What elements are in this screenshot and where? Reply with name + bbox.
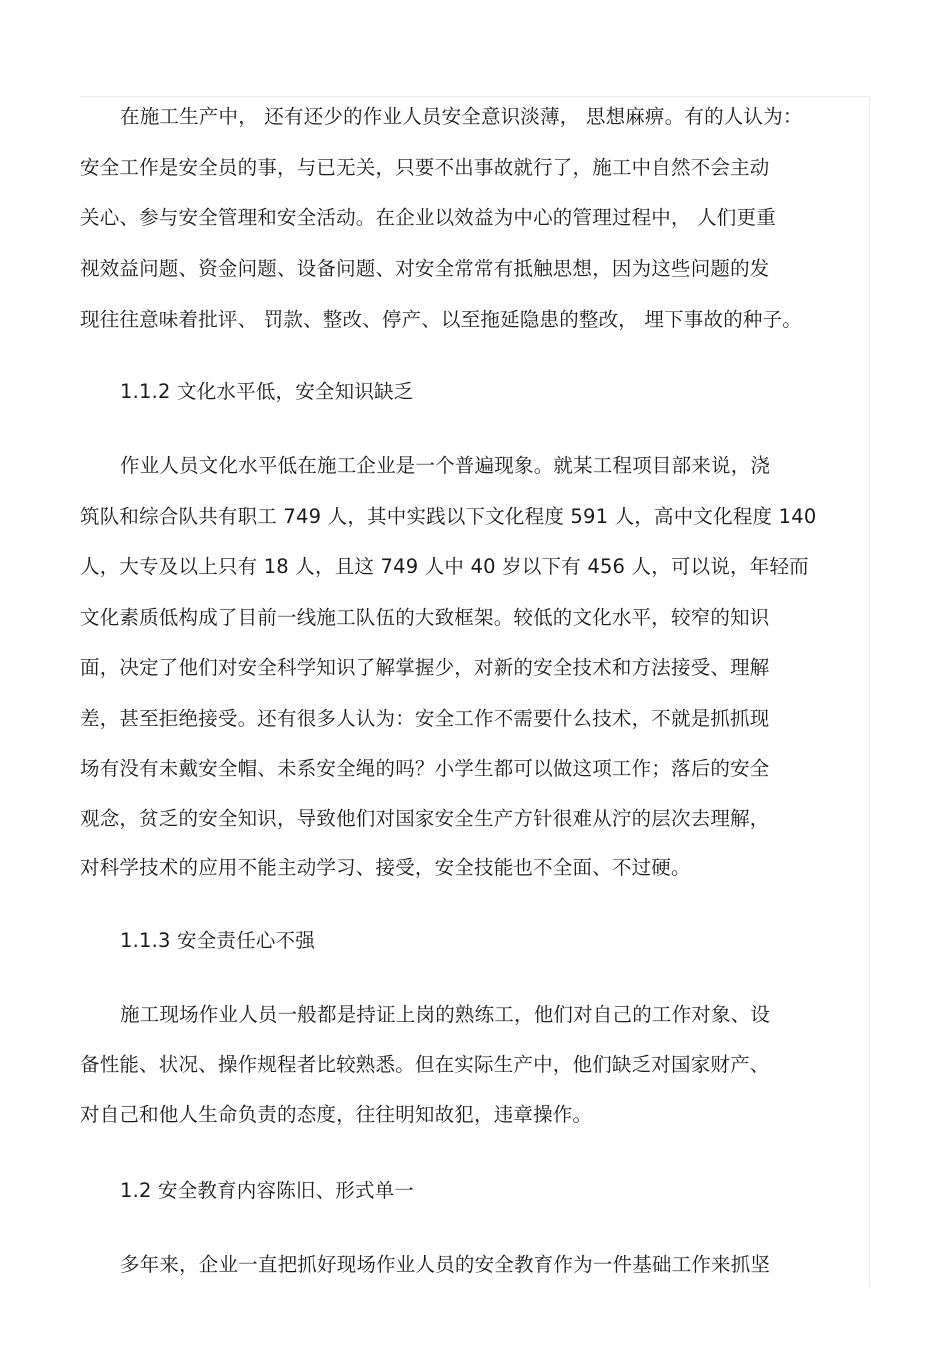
section-heading: 1.1.3 安全责任心不强 <box>120 929 315 952</box>
paragraph-line: 对科学技术的应用不能主动学习、接受，安全技能也不全面、不过硬。 <box>80 856 691 879</box>
paragraph-line: 在施工生产中， 还有还少的作业人员安全意识淡薄， 思想麻痹。有的人认为： <box>120 105 803 128</box>
paragraph-line: 面，决定了他们对安全科学知识了解掌握少，对新的安全技术和方法接受、理解 <box>80 656 770 679</box>
paragraph-line: 备性能、状况、操作规程者比较熟悉。但在实际生产中，他们缺乏对国家财产、 <box>80 1053 770 1076</box>
paragraph-line: 观念，贫乏的安全知识，导致他们对国家安全生产方针很难从泞的层次去理解， <box>80 807 770 830</box>
section-heading: 1.1.2 文化水平低，安全知识缺乏 <box>120 380 414 403</box>
section-heading: 1.2 安全教育内容陈旧、形式单一 <box>120 1179 415 1202</box>
paragraph-line: 文化素质低构成了目前一线施工队伍的大致框架。较低的文化水平，较窄的知识 <box>80 606 770 629</box>
paragraph-line: 施工现场作业人员一般都是持证上岗的熟练工，他们对自己的工作对象、设 <box>120 1003 771 1026</box>
paragraph-line: 作业人员文化水平低在施工企业是一个普遍现象。就某工程项目部来说，浇 <box>120 454 771 477</box>
paragraph-line: 对自己和他人生命负责的态度，往往明知故犯，违章操作。 <box>80 1103 593 1126</box>
paragraph-line: 差，甚至拒绝接受。还有很多人认为：安全工作不需要什么技术，不就是抓抓现 <box>80 707 770 730</box>
paragraph-line: 视效益问题、资金问题、设备问题、对安全常常有抵触思想，因为这些问题的发 <box>80 257 770 280</box>
paragraph-line: 筑队和综合队共有职工 749 人，其中实践以下文化程度 591 人，高中文化程度 140 <box>80 505 817 528</box>
paragraph-line: 人，大专及以上只有 18 人，且这 749 人中 40 岁以下有 456 人，可以说，年轻而 <box>80 555 809 578</box>
paragraph-line: 现往往意味着批评、 罚款、整改、停产、以至拖延隐患的整改， 埋下事故的种子。 <box>80 308 802 331</box>
paragraph-line: 场有没有未戴安全帽、未系安全绳的吗？小学生都可以做这项工作；落后的安全 <box>80 757 770 780</box>
page-border-top <box>80 96 870 97</box>
paragraph-line: 关心、参与安全管理和安全活动。在企业以效益为中心的管理过程中， 人们更重 <box>80 206 776 229</box>
paragraph-line: 安全工作是安全员的事，与已无关，只要不出事故就行了，施工中自然不会主动 <box>80 156 770 179</box>
page-border-right <box>869 96 870 1286</box>
paragraph-line: 多年来，企业一直把抓好现场作业人员的安全教育作为一件基础工作来抓坚 <box>120 1253 771 1276</box>
